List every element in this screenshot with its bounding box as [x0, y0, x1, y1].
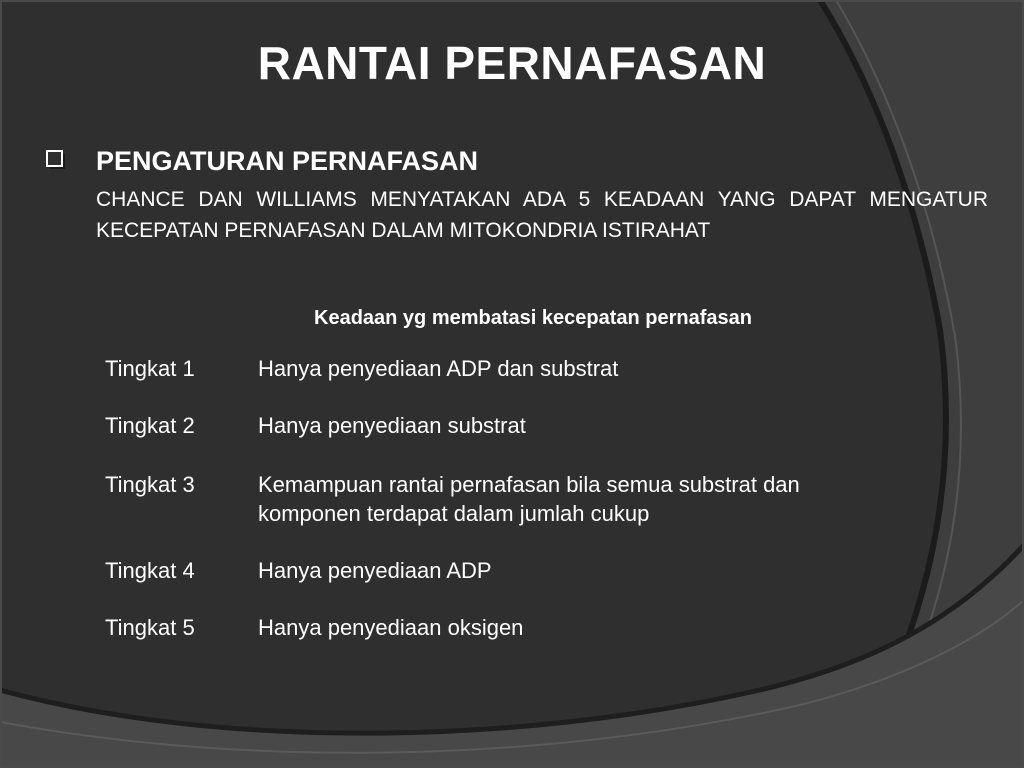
level-description: Hanya penyediaan substrat	[258, 413, 526, 438]
level-label: Tingkat 1	[105, 356, 195, 381]
level-label: Tingkat 3	[105, 472, 195, 497]
section-heading: PENGATURAN PERNAFASAN	[96, 146, 479, 176]
level-description: Kemampuan rantai pernafasan bila semua substrat dan komponen terdapat dalam jumlah cukup	[258, 472, 800, 526]
level-label: Tingkat 5	[105, 615, 195, 640]
slide-title: RANTAI PERNAFASAN	[257, 37, 767, 89]
level-label: Tingkat 2	[105, 413, 195, 438]
level-description: Hanya penyediaan ADP	[258, 558, 492, 583]
level-description: Hanya penyediaan ADP dan substrat	[258, 356, 619, 381]
checkbox-bullet-icon	[46, 150, 66, 170]
level-description: Hanya penyediaan oksigen	[258, 615, 524, 640]
level-label: Tingkat 4	[105, 558, 195, 583]
section-paragraph: CHANCE DAN WILLIAMS MENYATAKAN ADA 5 KEADAAN YANG DAPAT MENGATUR KECEPATAN PERNAFASAN DALAM MITOKONDRIA ISTIRAHAT	[96, 188, 988, 242]
table-header: Keadaan yg membatasi kecepatan pernafasan	[314, 307, 752, 329]
